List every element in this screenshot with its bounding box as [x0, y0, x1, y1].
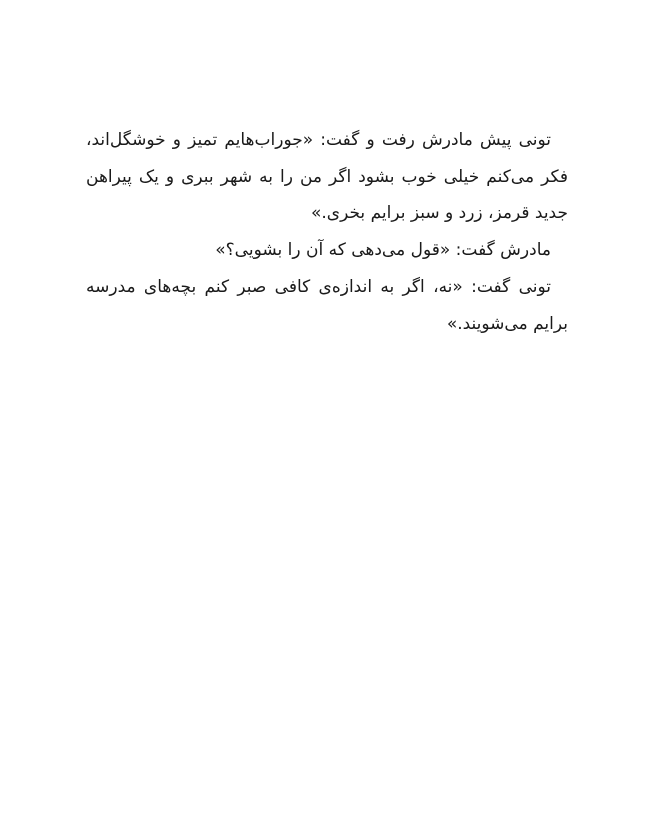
paragraph-tony-answers: تونی گفت: «نه، اگر به اندازه‌ی کافی صبر کنم بچه‌های مدرسه برایم می‌شویند.»	[86, 276, 568, 334]
story-text	[86, 122, 568, 342]
paragraph-tony-asks: تونی پیش مادرش رفت و گفت: «جوراب‌هایم تمیز و خوشگل‌اند، فکر می‌کنم خیلی خوب بشود اگر من را به شهر ببری و یک پیراهن جدید قرمز، زرد و سبز برایم بخری.»	[86, 130, 568, 224]
paragraph-mother-asks: مادرش گفت: «قول می‌دهی که آن را بشویی؟»	[215, 240, 551, 261]
